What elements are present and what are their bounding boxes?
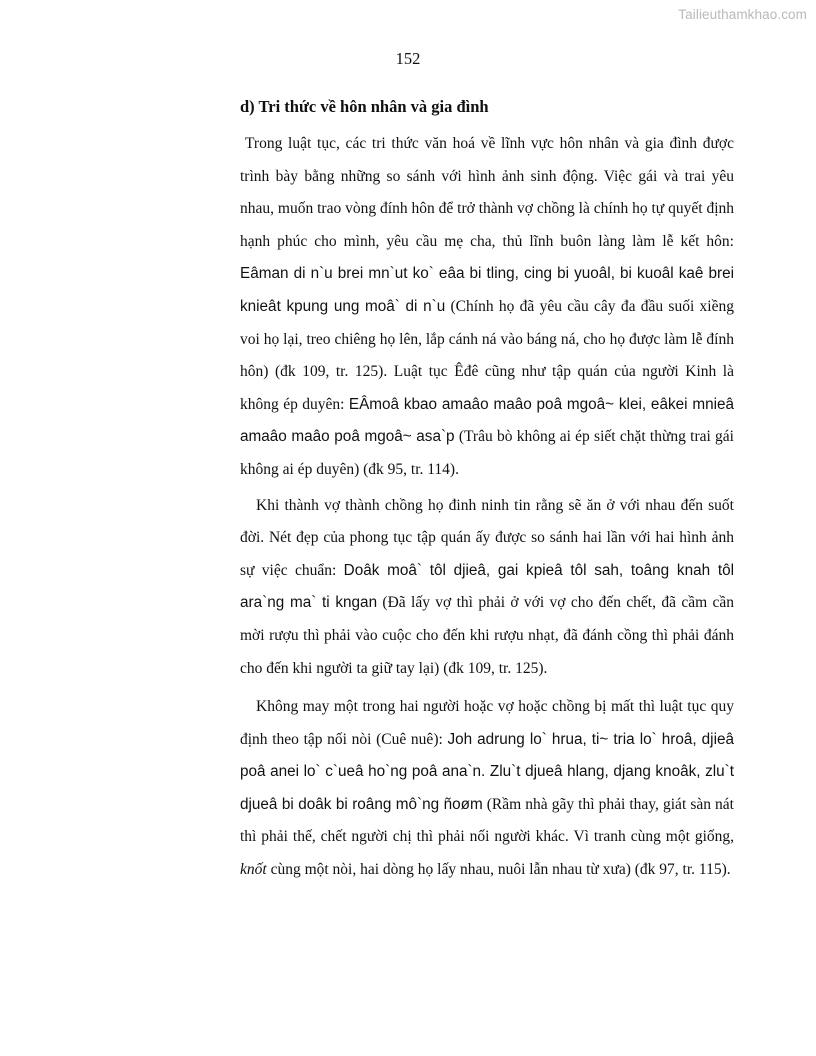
ede-quote: Eâman di n`u brei mn`ut ko` eâa bi tling, cing bi yuoâl, bi kuoâl kaê brei knieât kpung ung moâ` di n`u (240, 265, 734, 315)
paragraph-text: cùng một nòi, hai dòng họ lấy nhau, nuôi lẫn nhau từ xưa) (đk 97, tr. 115). (266, 861, 731, 879)
paragraph-text: Khi thành vợ thành chồng họ đinh ninh tin rằng sẽ ăn ở với nhau đến suốt đời. Nét đẹp của phong tục tập quán ấy được so sánh hai lần với hai hình ảnh sự việc chuẩn: (240, 496, 734, 579)
paragraph (240, 128, 734, 487)
paragraph (240, 490, 734, 686)
paragraph-text: (Chính họ đã yêu cầu cây đa đầu suối xiềng voi họ lại, treo chiêng họ lên, lắp cánh ná vào báng ná, cho họ được làm lễ đính hôn) (đk 109, tr. 125). Luật tục Êđê cũng như tập quán của người Kinh là không ép duyên: (240, 297, 734, 413)
paragraph-text: (Đã lấy vợ thì phải ở với vợ cho đến chết, đã cầm cần mời rượu thì phải vào cuộc cho đến khi rượu nhạt, đã đánh cồng thì phải đánh cho đến khi người ta giữ tay lại) (đk 109, tr. 125). (240, 594, 734, 677)
paragraph-text: (Rầm nhà gãy thì phải thay, giát sàn nát thì phải thế, chết người chị thì phải nối người khác. Vì tranh cùng một giống, (240, 795, 734, 846)
paragraph-text: Không may một trong hai người hoặc vợ hoặc chồng bị mất thì luật tục quy định theo tập nối nòi (Cuê nuê): (240, 698, 734, 748)
body-text (240, 128, 734, 887)
italic-term: knốt (240, 861, 267, 879)
paragraph-text: Trong luật tục, các tri thức văn hoá về lĩnh vực hôn nhân và gia đình được trình bày bằng những so sánh với hình ảnh sinh động. Việc gái và trai yêu nhau, muốn trao vòng đính hôn để trở thành vợ chồng là chính họ tự quyết định hạnh phúc cho mình, yêu cầu mẹ cha, thủ lĩnh buôn làng làm lễ kết hôn: (240, 135, 734, 250)
ede-quote: Doâk moâ` tôl djieâ, gai kpieâ tôl sah, toâng knah tôl ara`ng ma` ti kngan (240, 561, 734, 612)
watermark: Tailieuthamkhao.com (678, 7, 807, 22)
page-number: 152 (395, 49, 421, 68)
paragraph (240, 691, 734, 887)
ede-quote: Joh adrung lo` hrua, ti~ tria lo` hroâ, djieâ poâ anei lo` c`ueâ ho`ng poâ ana`n. Zlu`t djueâ hlang, djang knoâk, zlu`t djueâ bi doâk bi roâng mô`ng ñoøm (240, 730, 734, 813)
paragraph-text: (Trâu bò không ai ép siết chặt thừng trai gái không ai ép duyên) (đk 95, tr. 114). (240, 428, 734, 478)
ede-quote: EÂmoâ kbao amaâo maâo poâ mgoâ~ klei, eâkei mnieâ amaâo maâo poâ mgoâ~ asa`p (240, 395, 734, 446)
section-heading: d) Tri thức về hôn nhân và gia đình (240, 97, 489, 116)
